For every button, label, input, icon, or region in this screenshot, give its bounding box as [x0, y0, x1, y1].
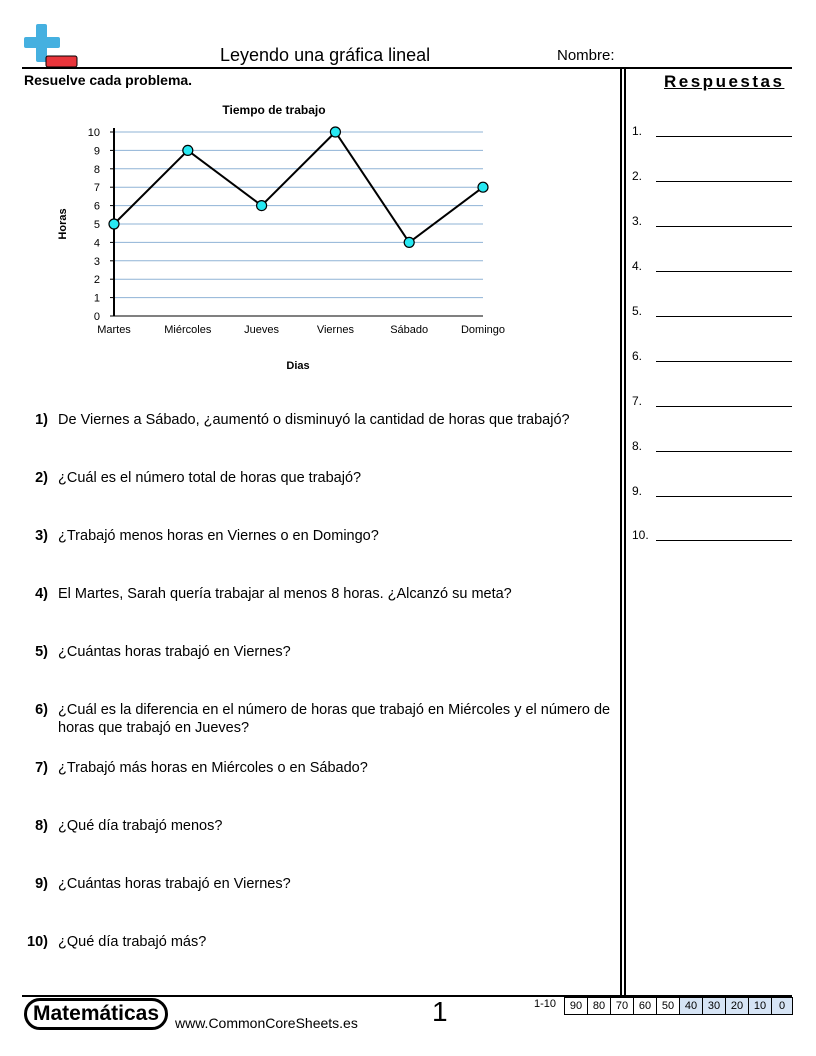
answers-title: Respuestas	[664, 72, 785, 91]
answer-item	[632, 484, 792, 500]
question-item	[22, 585, 622, 603]
answer-number: 6.	[632, 349, 643, 363]
question-number: 10)	[27, 934, 48, 950]
answer-item	[632, 259, 792, 275]
question-item	[22, 469, 622, 487]
answer-number: 8.	[632, 439, 643, 453]
x-tick-label: Miércoles	[164, 324, 212, 336]
x-tick-label: Jueves	[244, 324, 280, 336]
score-cell: 90	[565, 998, 588, 1015]
question-text: ¿Qué día trabajó menos?	[58, 818, 223, 834]
page-number: 1	[432, 996, 448, 1027]
score-range-label: 1-10	[534, 998, 557, 1010]
y-tick-label: 6	[93, 200, 100, 213]
y-tick-label: 10	[87, 127, 100, 139]
question-number: 2)	[35, 470, 48, 486]
answer-item	[632, 214, 792, 230]
question-text: ¿Cuántas horas trabajó en Viernes?	[58, 644, 291, 660]
answer-line[interactable]	[656, 271, 792, 272]
score-cell: 80	[588, 998, 611, 1015]
y-tick-label: 5	[93, 219, 100, 231]
question-number: 5)	[35, 644, 48, 660]
answer-line[interactable]	[656, 136, 792, 137]
header-rule	[22, 67, 792, 69]
name-label: Nombre:	[557, 47, 615, 64]
x-tick-label: Martes	[97, 324, 131, 336]
y-tick-label: 2	[93, 274, 100, 287]
score-row	[565, 998, 793, 1015]
question-item	[22, 527, 622, 545]
answer-item	[632, 304, 792, 320]
answer-line[interactable]	[656, 181, 792, 182]
worksheet-title: Leyendo una gráfica lineal	[220, 45, 431, 65]
question-number: 9)	[35, 876, 48, 892]
question-item	[22, 759, 622, 777]
question-text: ¿Cuál es la diferencia en el número de horas que trabajó en Miércoles y el número de horas que trabajó en Jueves?	[58, 702, 611, 736]
score-cell: 0	[772, 998, 793, 1015]
question-number: 6)	[35, 702, 48, 718]
answer-line[interactable]	[656, 361, 792, 362]
plus-minus-logo-icon	[22, 24, 80, 68]
x-tick-label: Sábado	[390, 324, 429, 336]
y-tick-label: 7	[93, 182, 100, 195]
score-cell: 30	[703, 998, 726, 1015]
answer-line[interactable]	[656, 540, 792, 541]
question-text: ¿Trabajó más horas en Miércoles o en Sábado?	[58, 760, 368, 776]
x-tick-label: Viernes	[316, 324, 354, 336]
answer-number: 7.	[632, 394, 643, 408]
y-tick-label: 3	[93, 255, 100, 268]
data-point	[109, 219, 119, 229]
line-chart	[0, 95, 620, 385]
answer-item	[632, 349, 792, 365]
question-text: El Martes, Sarah quería trabajar al menos 8 horas. ¿Alcanzó su meta?	[58, 586, 512, 602]
question-number: 1)	[35, 412, 48, 428]
answer-line[interactable]	[656, 496, 792, 497]
y-tick-label: 8	[93, 163, 100, 176]
data-point	[404, 237, 414, 247]
answer-item	[632, 439, 792, 455]
score-cell: 70	[611, 998, 634, 1015]
answer-item	[632, 124, 792, 140]
answer-number: 1.	[632, 124, 643, 138]
brand-badge: Matemáticas	[24, 998, 168, 1030]
question-number: 3)	[35, 528, 48, 544]
score-cell: 10	[749, 998, 772, 1015]
question-number: 4)	[35, 586, 48, 602]
x-tick-label: Domingo	[460, 324, 506, 336]
site-url: www.CommonCoreSheets.es	[175, 1015, 358, 1031]
answer-item	[632, 169, 792, 185]
answer-item	[632, 394, 792, 410]
answer-line[interactable]	[656, 451, 792, 452]
y-tick-label: 4	[93, 237, 100, 250]
question-item	[22, 643, 622, 661]
x-axis-label: Dias	[286, 360, 310, 372]
question-text: ¿Cuántas horas trabajó en Viernes?	[58, 876, 291, 892]
answer-number: 2.	[632, 169, 643, 183]
data-point	[183, 145, 193, 155]
y-tick-label: 1	[93, 292, 100, 305]
score-cell: 40	[680, 998, 703, 1015]
data-point	[330, 127, 340, 137]
data-point	[478, 182, 488, 192]
y-axis-label: Horas	[57, 208, 69, 240]
question-text: ¿Cuál es el número total de horas que trabajó?	[58, 470, 362, 486]
y-tick-label: 9	[93, 145, 100, 158]
answer-line[interactable]	[656, 406, 792, 407]
answer-item	[632, 528, 792, 544]
score-table	[564, 997, 793, 1015]
question-item	[22, 817, 622, 835]
question-text: ¿Qué día trabajó más?	[58, 934, 207, 950]
question-text: De Viernes a Sábado, ¿aumentó o disminuyó la cantidad de horas que trabajó?	[58, 412, 570, 428]
answer-number: 9.	[632, 484, 643, 498]
score-cell: 60	[634, 998, 657, 1015]
answer-number: 10.	[632, 528, 649, 542]
score-cell: 50	[657, 998, 680, 1015]
answer-number: 4.	[632, 259, 643, 273]
question-item	[22, 701, 622, 737]
instructions: Resuelve cada problema.	[24, 72, 193, 88]
question-item	[22, 875, 622, 893]
question-text: ¿Trabajó menos horas en Viernes o en Domingo?	[58, 528, 379, 544]
data-point	[257, 201, 267, 211]
answer-number: 3.	[632, 214, 643, 228]
y-tick-label: 0	[93, 311, 100, 323]
answer-line[interactable]	[656, 226, 792, 227]
question-number: 7)	[35, 760, 48, 776]
answer-line[interactable]	[656, 316, 792, 317]
question-item	[22, 411, 622, 429]
score-cell: 20	[726, 998, 749, 1015]
chart-title: Tiempo de trabajo	[222, 103, 326, 117]
question-number: 8)	[35, 818, 48, 834]
question-item	[22, 933, 622, 951]
answer-number: 5.	[632, 304, 643, 318]
